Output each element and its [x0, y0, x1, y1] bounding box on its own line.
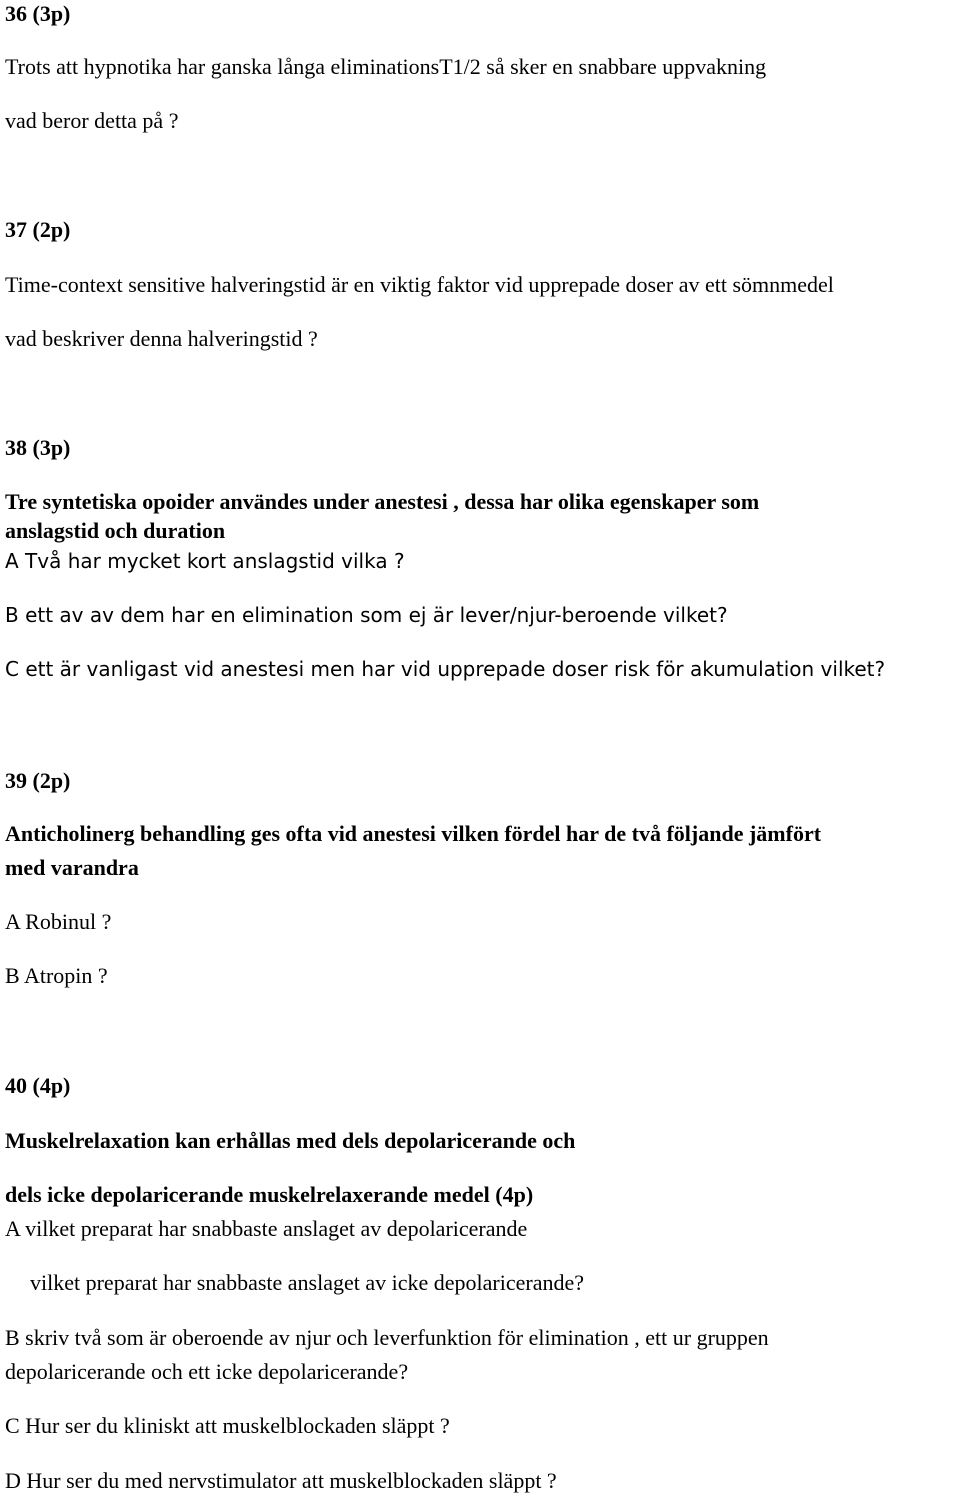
question-38-part-a: A Två har mycket kort anslagstid vilka ? — [5, 549, 405, 573]
question-39-heading: 39 (2p) — [5, 768, 71, 793]
question-37-text: Time-context sensitive halveringstid är en viktig faktor vid upprepade doser av ett sömnmedel — [5, 272, 834, 297]
question-40-heading: 40 (4p) — [5, 1073, 71, 1098]
question-39-part-a: A Robinul ? — [5, 909, 112, 934]
question-40-part-b: depolaricerande och ett icke depolaricerande? — [5, 1359, 409, 1384]
question-36-heading: 36 (3p) — [5, 1, 71, 26]
question-38-heading: 38 (3p) — [5, 435, 71, 460]
question-40-part-a: vilket preparat har snabbaste anslaget av icke depolaricerande? — [30, 1270, 584, 1295]
question-40-intro: dels icke depolaricerande muskelrelaxerande medel (4p) — [5, 1182, 534, 1207]
question-40-part-a: A vilket preparat har snabbaste anslaget av depolaricerande — [5, 1216, 528, 1241]
question-40-part-c: C Hur ser du kliniskt att muskelblockaden släppt ? — [5, 1413, 450, 1438]
question-38-part-b: B ett av av dem har en elimination som ej är lever/njur-beroende vilket? — [5, 603, 728, 627]
question-40-intro: Muskelrelaxation kan erhållas med dels depolaricerande och — [5, 1128, 576, 1153]
question-40-part-b: B skriv två som är oberoende av njur och leverfunktion för elimination , ett ur gruppen — [5, 1325, 769, 1350]
question-39-intro: med varandra — [5, 855, 139, 880]
question-38-intro: Tre syntetiska opoider användes under anestesi , dessa har olika egenskaper som — [5, 489, 760, 514]
question-36-text: Trots att hypnotika har ganska långa eliminationsT1/2 så sker en snabbare uppvakning — [5, 54, 767, 79]
question-37-heading: 37 (2p) — [5, 217, 71, 242]
question-39-part-b: B Atropin ? — [5, 963, 108, 988]
question-40-part-d: D Hur ser du med nervstimulator att muskelblockaden släppt ? — [5, 1468, 557, 1493]
question-38-part-c: C ett är vanligast vid anestesi men har vid upprepade doser risk för akumulation vilket? — [5, 657, 886, 681]
question-38-intro: anslagstid och duration — [5, 518, 226, 543]
question-36-text: vad beror detta på ? — [5, 108, 179, 133]
question-37-text: vad beskriver denna halveringstid ? — [5, 326, 318, 351]
question-39-intro: Anticholinerg behandling ges ofta vid anestesi vilken fördel har de två följande jämfört — [5, 821, 822, 846]
